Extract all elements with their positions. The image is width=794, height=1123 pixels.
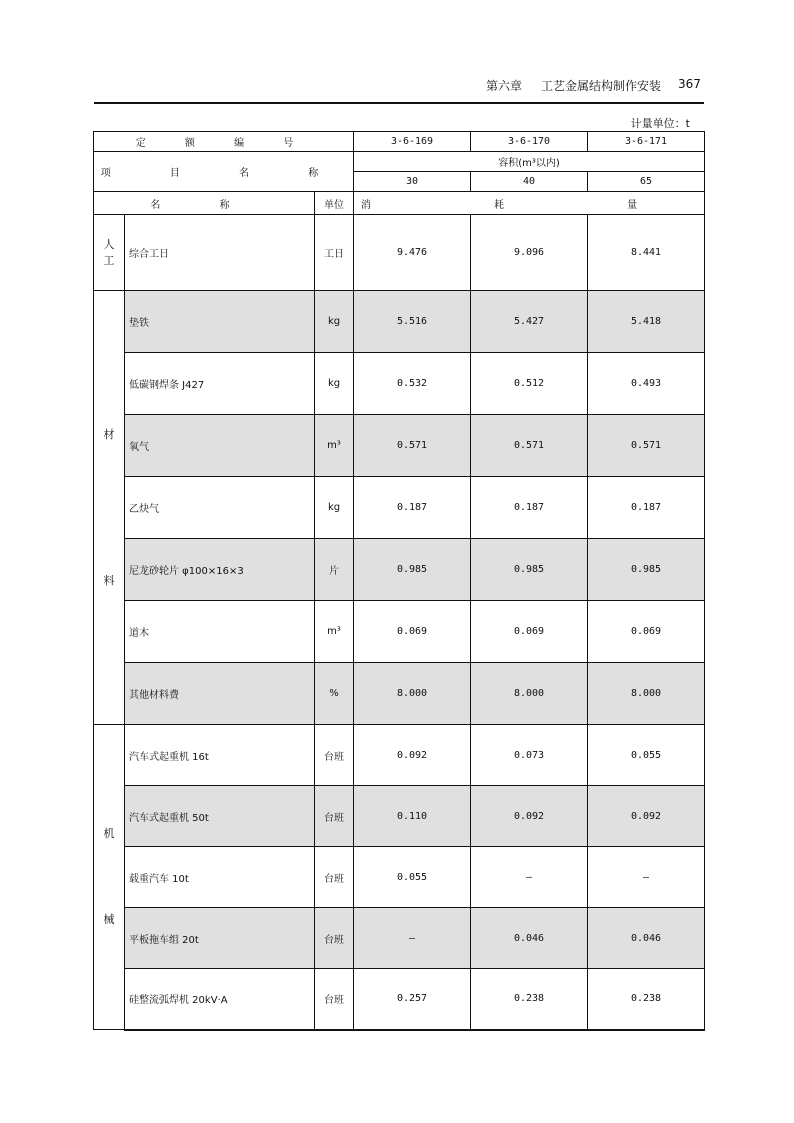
chapter-title: 工艺金属结构制作安装	[541, 79, 662, 93]
category-labor: 人 工	[94, 215, 125, 291]
table-row	[94, 847, 705, 908]
item-value: 9.476	[354, 215, 471, 291]
item-value: 0.069	[354, 601, 471, 663]
item-value: 5.516	[354, 291, 471, 353]
item-value: 0.046	[471, 908, 588, 969]
table-row	[94, 539, 705, 601]
table-row	[94, 215, 705, 291]
consumption-header: 消 耗 量	[354, 192, 705, 215]
item-unit: %	[315, 663, 354, 725]
item-unit: 台班	[315, 908, 354, 969]
table-row	[94, 353, 705, 415]
table-row	[94, 291, 705, 353]
unit-note: 计量单位：t	[630, 117, 690, 130]
item-value: 0.571	[354, 415, 471, 477]
item-name: 综合工日	[125, 215, 315, 291]
item-value: 8.000	[471, 663, 588, 725]
capacity-label-row	[94, 152, 705, 172]
category-material: 材 料	[94, 291, 125, 725]
item-name: 硅整流弧焊机 20kV·A	[125, 969, 315, 1030]
capacity-value: 65	[588, 172, 705, 192]
quota-label: 定 额 编 号	[94, 132, 354, 152]
item-unit: kg	[315, 477, 354, 539]
column-header-row	[94, 192, 705, 215]
item-value: 8.000	[588, 663, 705, 725]
item-unit: 台班	[315, 847, 354, 908]
item-value: 0.571	[471, 415, 588, 477]
item-value: 0.571	[588, 415, 705, 477]
item-name: 垫铁	[125, 291, 315, 353]
item-name: 低碳钢焊条 J427	[125, 353, 315, 415]
name-header: 名 称	[94, 192, 315, 215]
item-unit: 台班	[315, 725, 354, 786]
table-row	[94, 663, 705, 725]
quota-code: 3-6-171	[588, 132, 705, 152]
item-unit: m³	[315, 601, 354, 663]
table-row	[94, 969, 705, 1030]
capacity-label: 容积(m³以内)	[354, 152, 705, 172]
table-row	[94, 477, 705, 539]
quota-table	[93, 131, 705, 1031]
item-value: 9.096	[471, 215, 588, 291]
item-value: 0.493	[588, 353, 705, 415]
table-row	[94, 908, 705, 969]
quota-code-row	[94, 132, 705, 152]
item-value: 0.046	[588, 908, 705, 969]
capacity-value: 30	[354, 172, 471, 192]
item-value: 0.187	[588, 477, 705, 539]
item-value: 0.238	[588, 969, 705, 1030]
item-name: 载重汽车 10t	[125, 847, 315, 908]
unit-header: 单位	[315, 192, 354, 215]
item-name: 其他材料费	[125, 663, 315, 725]
page-header	[94, 74, 704, 104]
item-value: 5.418	[588, 291, 705, 353]
item-value: 0.092	[471, 786, 588, 847]
item-value: 0.092	[354, 725, 471, 786]
item-value: 0.110	[354, 786, 471, 847]
table-row	[94, 415, 705, 477]
item-value: 0.985	[588, 539, 705, 601]
item-name: 乙炔气	[125, 477, 315, 539]
table-row	[94, 725, 705, 786]
item-value: 0.069	[588, 601, 705, 663]
item-unit: kg	[315, 291, 354, 353]
item-value: 0.985	[354, 539, 471, 601]
item-value: 0.985	[471, 539, 588, 601]
chapter-number: 第六章	[486, 79, 523, 93]
item-name: 汽车式起重机 16t	[125, 725, 315, 786]
item-value: 0.187	[471, 477, 588, 539]
item-value: 0.069	[471, 601, 588, 663]
item-value: —	[354, 908, 471, 969]
item-value: 0.092	[588, 786, 705, 847]
item-value: 5.427	[471, 291, 588, 353]
capacity-value: 40	[471, 172, 588, 192]
item-value: 0.257	[354, 969, 471, 1030]
quota-code: 3-6-169	[354, 132, 471, 152]
item-label: 项 目 名 称	[94, 152, 354, 192]
item-value: 0.532	[354, 353, 471, 415]
item-value: 0.055	[354, 847, 471, 908]
item-value: 8.441	[588, 215, 705, 291]
item-name: 氧气	[125, 415, 315, 477]
item-unit: 台班	[315, 786, 354, 847]
item-value: 0.238	[471, 969, 588, 1030]
table-row	[94, 601, 705, 663]
category-machinery: 机 械	[94, 725, 125, 1030]
item-value: —	[471, 847, 588, 908]
item-name: 汽车式起重机 50t	[125, 786, 315, 847]
item-unit: 工日	[315, 215, 354, 291]
item-name: 道木	[125, 601, 315, 663]
item-name: 平板拖车组 20t	[125, 908, 315, 969]
item-unit: 台班	[315, 969, 354, 1030]
item-value: 0.512	[471, 353, 588, 415]
item-value: 0.187	[354, 477, 471, 539]
item-value: 0.073	[471, 725, 588, 786]
table-row	[94, 786, 705, 847]
item-unit: m³	[315, 415, 354, 477]
item-unit: 片	[315, 539, 354, 601]
item-name: 尼龙砂轮片 φ100×16×3	[125, 539, 315, 601]
page-number: 367	[678, 77, 701, 91]
quota-code: 3-6-170	[471, 132, 588, 152]
item-value: —	[588, 847, 705, 908]
item-value: 0.055	[588, 725, 705, 786]
item-unit: kg	[315, 353, 354, 415]
item-value: 8.000	[354, 663, 471, 725]
